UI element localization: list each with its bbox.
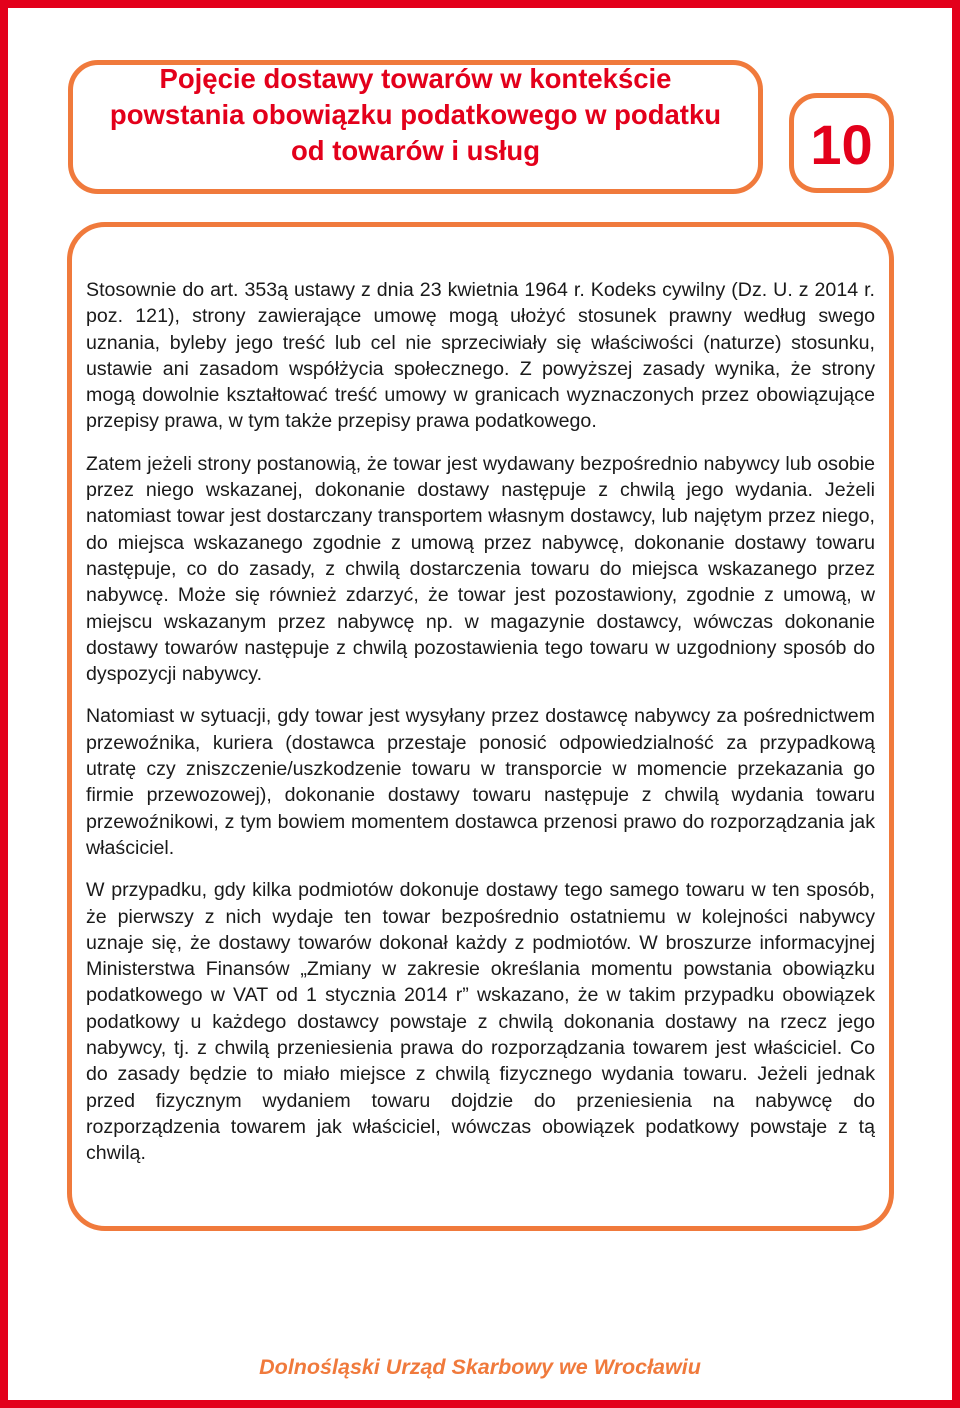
footer-office-name: Dolnośląski Urząd Skarbowy we Wrocławiu	[259, 1355, 701, 1379]
section-number: 10	[810, 113, 873, 176]
section-number-box	[789, 93, 894, 193]
paragraph: Stosownie do art. 353ą ustawy z dnia 23 kwietnia 1964 r. Kodeks cywilny (Dz. U. z 2014 r. poz. 121), strony zawierające umowę mogą ułożyć stosunek prawny według swego uznania, byleby jego treść lub cel nie sprzeciwiały się właściwości (naturze) stosunku, ustawie ani zasadom współżycia społecznego. Z powyższej zasady wynika, że strony mogą dowolnie kształtować treść umowy w granicach wyznaczonych przez obowiązujące przepisy prawa, w tym także przepisy prawa podatkowego.	[86, 279, 875, 433]
paragraph: Natomiast w sytuacji, gdy towar jest wysyłany przez dostawcę nabywcy za pośrednictwem przewoźnika, kuriera (dostawca przestaje ponosić odpowiedzialność za przypadkową utratę czy zniszczenie/uszkodzenie towaru w transporcie w momencie przekazania go firmie przewozowej), dokonanie dostawy towaru następuje z chwilą wydania towaru przewoźnikowi, z tym bowiem momentem dostawca przenosi prawo do rozporządzania jak właściciel.	[86, 705, 875, 859]
title-line: powstania obowiązku podatkowego w podatku	[109, 99, 722, 130]
title-line: od towarów i usług	[290, 135, 541, 166]
paragraph: Zatem jeżeli strony postanowią, że towar jest wydawany bezpośrednio nabywcy lub osobie przez niego wskazanej, dokonanie dostawy następuje z chwilą jego wydania. Jeżeli natomiast towar jest dostarczany transportem własnym dostawcy, lub najętym przez niego, do miejsca wskazanego zgodnie z umową przez nabywcę, dokonanie dostawy towaru następuje, co do zasady, z chwilą dostarczenia towaru do miejsca wskazanego przez nabywcę. Może się również zdarzyć, że towar jest pozostawiony, zgodnie z umową, w miejscu wskazanym przez nabywcę np. w magazynie dostawcy, wówczas dokonanie dostawy towarów następuje z chwilą pozostawienia tego towaru w uzgodniony sposób do dyspozycji nabywcy.	[86, 452, 875, 686]
page-title	[68, 60, 763, 169]
body-text	[86, 277, 875, 1183]
paragraph: W przypadku, gdy kilka podmiotów dokonuje dostawy tego samego towaru w ten sposób, że pierwszy z nich wydaje ten towar bezpośrednio ostatniemu w kolejności nabywcy uznaje się, że dostawy towarów dokonał każdy z podmiotów. W broszurze informacyjnej Ministerstwa Finansów „Zmiany w zakresie określania momentu powstania obowiązku podatkowego w VAT od 1 stycznia 2014 r” wskazano, że w takim przypadku obowiązek podatkowy u każdego dostawcy powstaje z chwilą dokonania dostawy na rzecz jego nabywcy, tj. z chwilą przeniesienia prawa do rozporządzania towarem jest właściciel. Co do zasady będzie to miało miejsce z chwilą fizycznego wydania towaru. Jeżeli jednak przed fizycznym wydaniem towaru dojdzie do przeniesienia na nabywcę do rozporządzenia towarem jak właściciel, wówczas obowiązek podatkowy powstaje z tą chwilą.	[86, 879, 875, 1165]
title-line: Pojęcie dostawy towarów w kontekście	[159, 63, 672, 94]
